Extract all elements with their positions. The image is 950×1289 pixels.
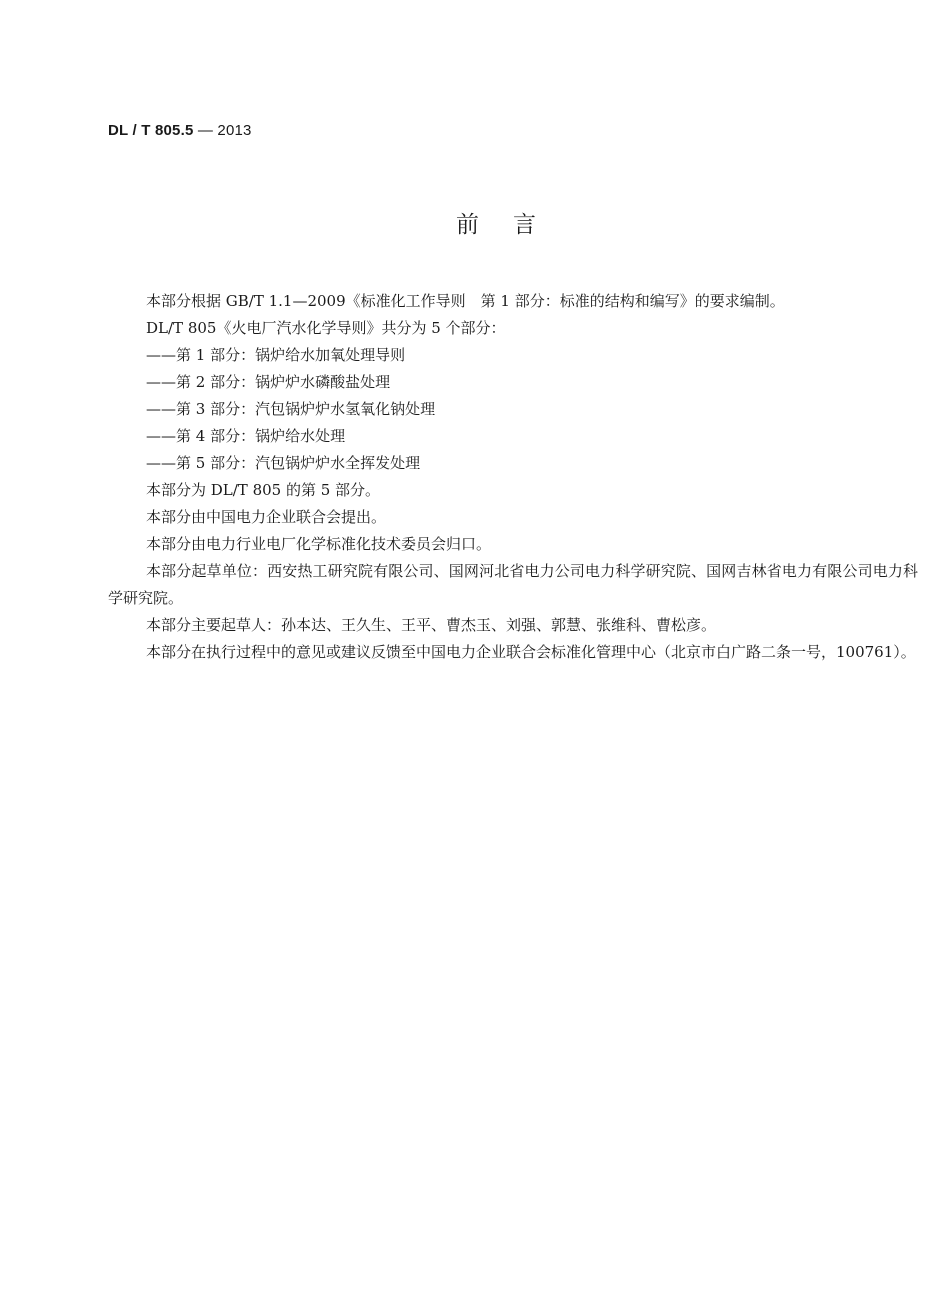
paragraph-centralized-by: 本部分由电力行业电厂化学标准化技术委员会归口。 [146,535,492,553]
paragraph-drafters: 本部分主要起草人：孙本达、王久生、王平、曹杰玉、刘强、郭慧、张维科、曹松彦。 [146,616,717,634]
paragraph-drafting-units: 本部分起草单位：西安热工研究院有限公司、国网河北省电力公司电力科学研究院、国网吉林省电力有限公司电力科学研究院。 [108,562,918,607]
list-item-part-5: ——第 5 部分：汽包锅炉炉水全挥发处理 [146,454,421,472]
section-title-foreword: 前言 [456,212,570,238]
paragraph-parts-overview: DL/T 805《火电厂汽水化学导则》共分为 5 个部分： [146,319,506,337]
standard-code: DL / T 805.5 [108,122,194,139]
list-item-part-1: ——第 1 部分：锅炉给水加氧处理导则 [146,346,406,364]
paragraph-proposed-by: 本部分由中国电力企业联合会提出。 [146,508,387,526]
paragraph-feedback-address: 本部分在执行过程中的意见或建议反馈至中国电力企业联合会标准化管理中心（北京市白广路二条一号，100761）。 [146,643,916,661]
paragraph-part-number: 本部分为 DL/T 805 的第 5 部分。 [146,481,381,499]
paragraph-drafting-basis: 本部分根据 GB/T 1.1—2009《标准化工作导则 第 1 部分：标准的结构和编写》的要求编制。 [146,292,785,310]
list-item-part-4: ——第 4 部分：锅炉给水处理 [146,427,346,445]
standard-year: — 2013 [193,122,252,139]
list-item-part-3: ——第 3 部分：汽包锅炉炉水氢氧化钠处理 [146,400,436,418]
list-item-part-2: ——第 2 部分：锅炉炉水磷酸盐处理 [146,373,391,391]
document-number-header [108,122,252,139]
foreword-body [108,288,918,666]
